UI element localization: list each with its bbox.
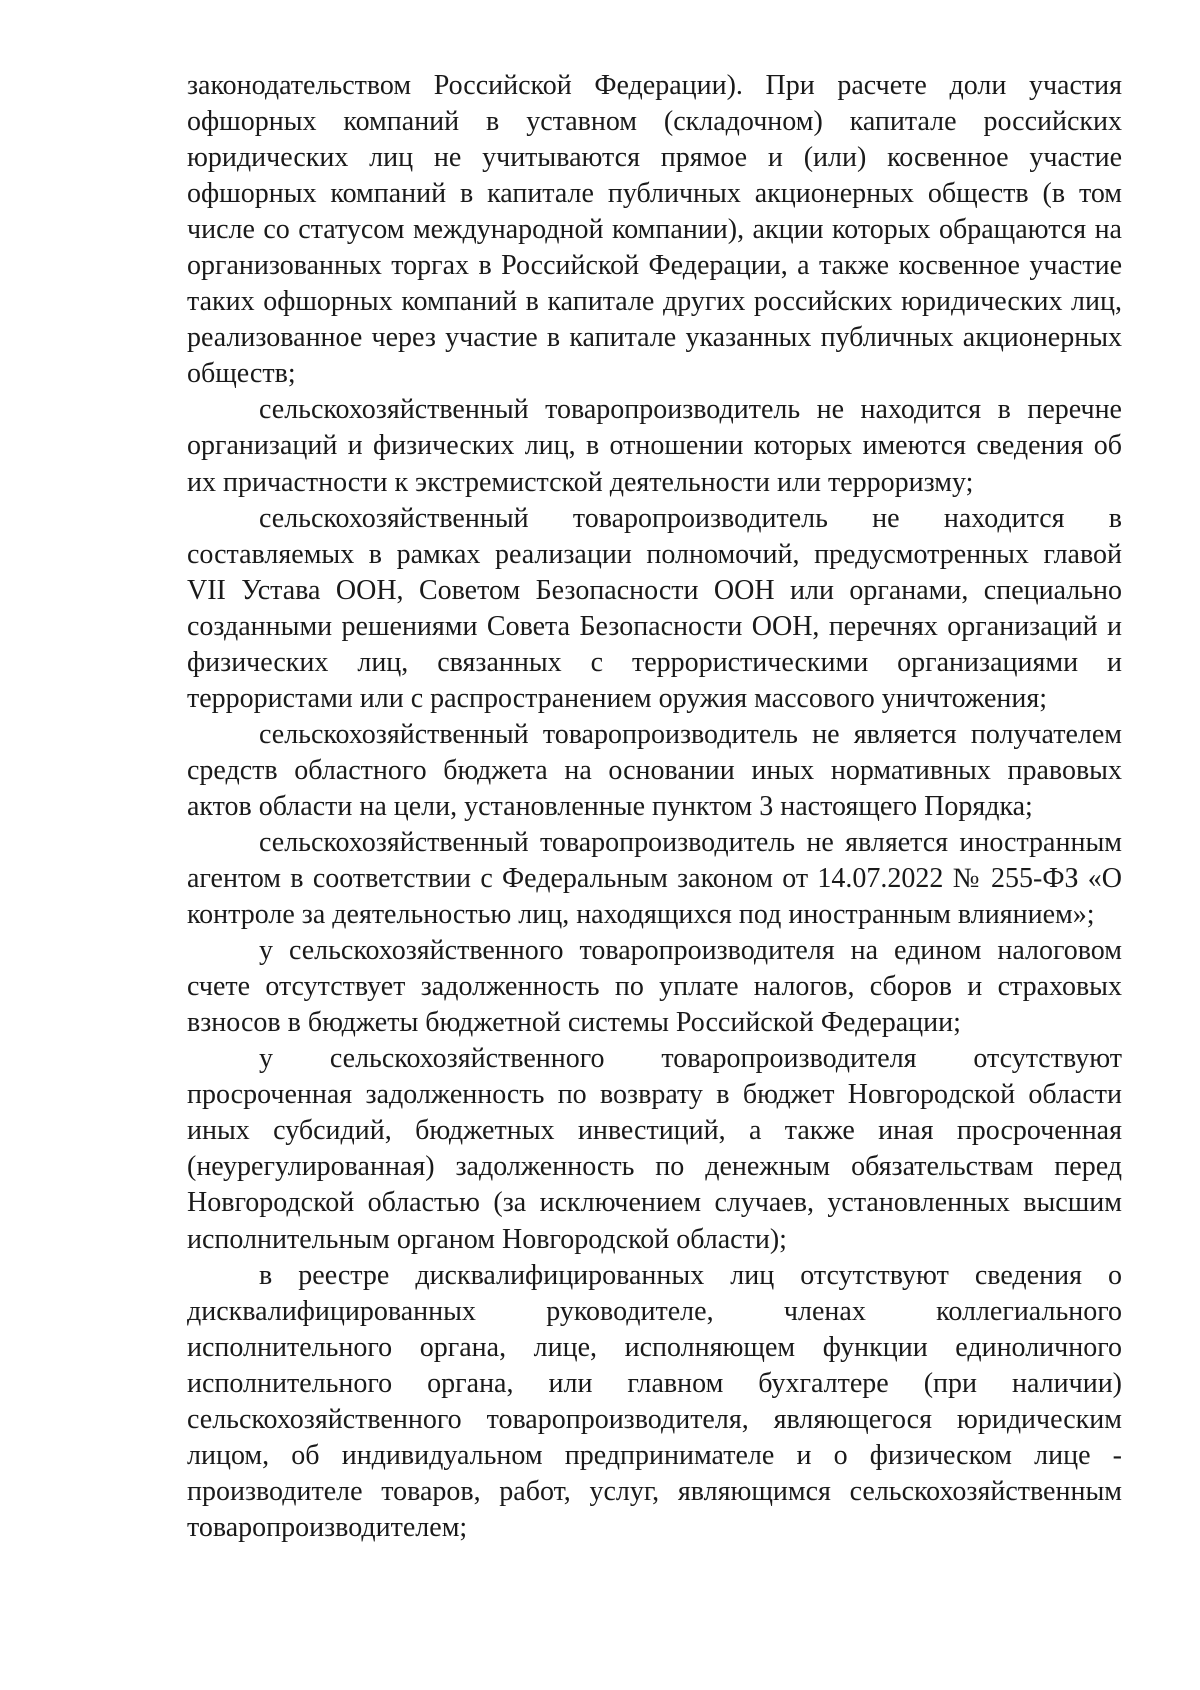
- paragraph-extremism-list: сельскохозяйственный товаропроизводитель не находится в перечне организаций и физических лиц, в отношении которых имеются сведения об их причастности к экстремистской деятельности или терроризму;: [187, 394, 1122, 498]
- paragraph-disqualified-persons: в реестре дисквалифицированных лиц отсутствуют сведения о дисквалифицированных руководителе, членах коллегиального исполнительного органа, лице, исполняющем функции единоличного исполнительного органа, или главном бухгалтере (при наличии) сельскохозяйственного товаропроизводителя, являющегося юридическим лицом, об индивидуальном предпринимателе и о физическом лице - производителе товаров, работ, услуг, являющимся сельскохозяйственным товаропроизводителем;: [187, 1259, 1122, 1543]
- paragraph-regional-budget-funds: сельскохозяйственный товаропроизводитель не является получателем средств областного бюджета на основании иных нормативных правовых актов области на цели, установленные пунктом 3 настоящего Порядка;: [187, 718, 1122, 822]
- paragraph-offshore-participation: законодательством Российской Федерации). При расчете доли участия офшорных компаний в уставном (складочном) капитале российских юридических лиц не учитываются прямое и (или) косвенное участие офшорных компаний в капитале публичных акционерных обществ (в том числе со статусом международной компании), акции которых обращаются на организованных торгах в Российской Федерации, а также косвенное участие таких офшорных компаний в капитале других российских юридических лиц, реализованное через участие в капитале указанных публичных акционерных обществ;: [187, 70, 1122, 390]
- paragraph-overdue-debt: у сельскохозяйственного товаропроизводителя отсутствуют просроченная задолженность по возврату в бюджет Новгородской области иных субсидий, бюджетных инвестиций, а также иная просроченная (неурегулированная) задолженность по денежным обязательствам перед Новгородской областью (за исключением случаев, установленных высшим исполнительным органом Новгородской области);: [187, 1043, 1122, 1255]
- paragraph-tax-debt: у сельскохозяйственного товаропроизводителя на едином налоговом счете отсутствует задолженность по уплате налогов, сборов и страховых взносов в бюджеты бюджетной системы Российской Федерации;: [187, 935, 1122, 1039]
- paragraph-foreign-agent: сельскохозяйственный товаропроизводитель не является иностранным агентом в соответствии с Федеральным законом от 14.07.2022 № 255-ФЗ «О контроле за деятельностью лиц, находящихся под иностранным влиянием»;: [187, 826, 1122, 931]
- paragraph-un-sanctions-list: сельскохозяйственный товаропроизводитель не находится в составляемых в рамках реализации полномочий, предусмотренных главой VII Устава ООН, Советом Безопасности ООН или органами, специально созданными решениями Совета Безопасности ООН, перечнях организаций и физических лиц, связанных с террористическими организациями и террористами или с распространением оружия массового уничтожения;: [187, 502, 1122, 714]
- document-body: [187, 68, 1122, 1546]
